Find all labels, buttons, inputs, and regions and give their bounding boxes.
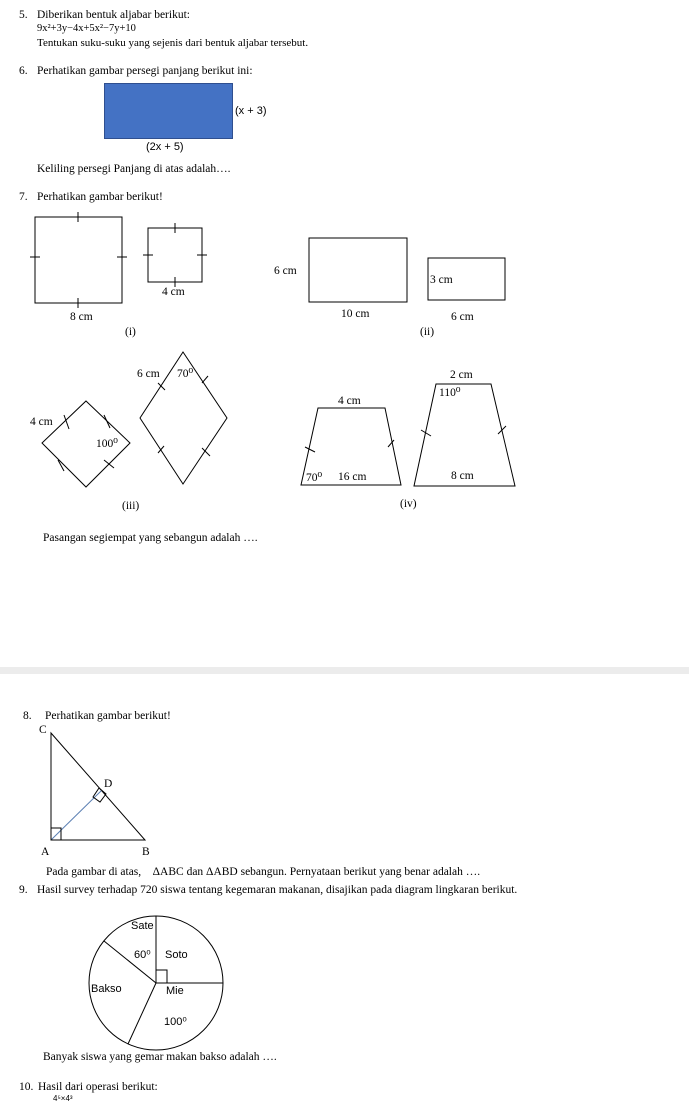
fig-iv-caption: (iv) bbox=[400, 498, 417, 510]
fig-iii-caption: (iii) bbox=[122, 500, 140, 512]
fig-iv-small-angle: 70⁰ bbox=[306, 472, 323, 484]
q8-label-b: B bbox=[142, 846, 150, 858]
q8-label-d: D bbox=[104, 778, 113, 790]
fig-iv-big-angle: 110⁰ bbox=[439, 387, 461, 399]
q5-number: 5. bbox=[19, 9, 28, 21]
q6-number: 6. bbox=[19, 65, 28, 77]
q9-label-sate: Sate bbox=[131, 920, 154, 932]
q8-triangle bbox=[51, 733, 145, 840]
q6-width-label: (2x + 5) bbox=[146, 141, 184, 153]
q9-label-soto: Soto bbox=[165, 949, 188, 961]
q8-number: 8. bbox=[23, 710, 32, 722]
q9-angle-60: 60⁰ bbox=[134, 949, 151, 961]
q6-question: Keliling persegi Panjang di atas adalah…. bbox=[37, 163, 231, 175]
q7-question: Pasangan segiempat yang sebangun adalah …. bbox=[43, 532, 258, 544]
q9-number: 9. bbox=[19, 884, 28, 896]
fig-iii-big-angle: 70⁰ bbox=[177, 368, 194, 380]
fig-ii-small-height: 3 cm bbox=[430, 274, 453, 286]
fig-iv-small-bottom: 16 cm bbox=[338, 471, 367, 483]
fig-i-big-square bbox=[30, 212, 127, 308]
fig-ii-big-height: 6 cm bbox=[274, 265, 297, 277]
fig-iii-small-side: 4 cm bbox=[30, 416, 53, 428]
fig-ii-small-width: 6 cm bbox=[451, 311, 474, 323]
q8-question: Pada gambar di atas, ΔABC dan ΔABD sebangun. Pernyataan berikut yang benar adalah …. bbox=[46, 866, 481, 878]
q8-intro: Perhatikan gambar berikut! bbox=[45, 710, 171, 722]
fig-iv-small-top: 4 cm bbox=[338, 395, 361, 407]
fig-iii-big-side: 6 cm bbox=[137, 368, 160, 380]
q5-intro: Diberikan bentuk aljabar berikut: bbox=[37, 9, 190, 21]
fig-iv-big-bottom: 8 cm bbox=[451, 470, 474, 482]
q10-intro: Hasil dari operasi berikut: bbox=[38, 1081, 158, 1093]
q7-intro: Perhatikan gambar berikut! bbox=[37, 191, 163, 203]
fig-i-caption: (i) bbox=[125, 326, 136, 338]
fig-iv-big-top: 2 cm bbox=[450, 369, 473, 381]
q8-label-a: A bbox=[41, 846, 50, 858]
fig-ii-caption: (ii) bbox=[420, 326, 435, 338]
fig-iii-small-angle: 100⁰ bbox=[96, 438, 118, 450]
q9-question: Banyak siswa yang gemar makan bakso adalah …. bbox=[43, 1051, 277, 1063]
q9-label-mie: Mie bbox=[166, 985, 184, 997]
q7-number: 7. bbox=[19, 191, 28, 203]
fig-i-small-square bbox=[143, 223, 207, 287]
q6-intro: Perhatikan gambar persegi panjang berikut ini: bbox=[37, 65, 253, 77]
q9-angle-100: 100⁰ bbox=[164, 1016, 187, 1028]
q10-number: 10. bbox=[19, 1081, 34, 1093]
fig-ii-big-width: 10 cm bbox=[341, 308, 370, 320]
fig-i-big-side: 8 cm bbox=[70, 311, 93, 323]
q5-task: Tentukan suku-suku yang sejenis dari bentuk aljabar tersebut. bbox=[37, 37, 309, 49]
fig-i-small-side: 4 cm bbox=[162, 286, 185, 298]
q5-expression: 9x²+3y−4x+5x²−7y+10 bbox=[37, 23, 136, 34]
fig-ii-big-rect bbox=[309, 238, 407, 302]
q9-intro: Hasil survey terhadap 720 siswa tentang kegemaran makanan, disajikan pada diagram lingkaran berikut. bbox=[37, 884, 518, 896]
q10-expression: 4⁵×4³ bbox=[53, 1094, 73, 1103]
q6-height-label: (x + 3) bbox=[235, 105, 267, 117]
q8-label-c: C bbox=[39, 724, 47, 736]
page-separator bbox=[0, 667, 689, 674]
q9-label-bakso: Bakso bbox=[91, 983, 122, 995]
